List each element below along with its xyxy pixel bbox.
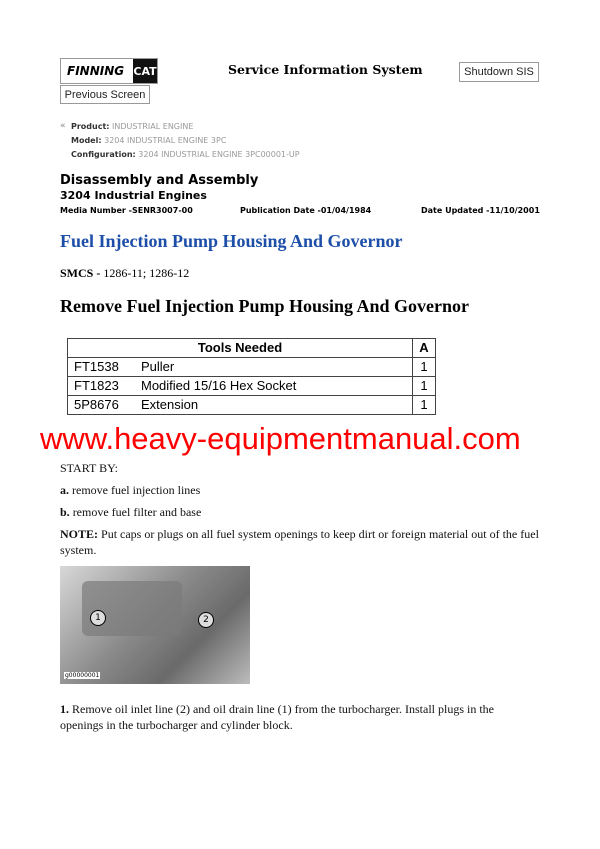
table-row: FT1538 Puller 1 <box>68 358 436 377</box>
cat-badge: CAT <box>133 59 157 83</box>
tools-table <box>67 338 436 415</box>
table-row: FT1823 Modified 15/16 Hex Socket 1 <box>68 377 436 396</box>
note: NOTE: Put caps or plugs on all fuel system openings to keep dirt or foreign material out of the fuel system. <box>60 527 539 557</box>
figure-code: g00000001 <box>65 672 100 679</box>
tools-header-row: Tools Needed A <box>68 339 436 358</box>
table-row: 5P8676 Extension 1 <box>68 396 436 415</box>
step-a: a. remove fuel injection lines <box>60 483 201 497</box>
model-line: Model: 3204 INDUSTRIAL ENGINE 3PC <box>71 136 227 145</box>
logo-text: FINNING <box>67 64 125 78</box>
procedure-title: Remove Fuel Injection Pump Housing And Governor <box>60 296 470 316</box>
step-b: b. remove fuel filter and base <box>60 505 202 519</box>
section-title: Fuel Injection Pump Housing And Governor <box>60 231 403 251</box>
callout-1: 1 <box>90 610 106 626</box>
watermark: www.heavy-equipmentmanual.com <box>40 421 521 456</box>
shutdown-button[interactable]: Shutdown SIS <box>459 62 539 82</box>
collapse-icon[interactable]: « <box>60 121 66 131</box>
config-line: Configuration: 3204 INDUSTRIAL ENGINE 3PC00001-UP <box>71 150 300 159</box>
product-line: Product: INDUSTRIAL ENGINE <box>71 122 194 131</box>
doc-type: Disassembly and Assembly <box>60 173 259 188</box>
step-1: 1. Remove oil inlet line (2) and oil drain line (1) from the turbocharger. Install plugs in the openings in the turbocharger and cylinder block. <box>60 702 495 732</box>
publication-date: Publication Date -01/04/1984 <box>240 206 372 215</box>
finning-cat-logo <box>60 58 158 84</box>
start-by: START BY: <box>60 461 119 475</box>
smcs-codes: SMCS - 1286-11; 1286-12 <box>60 266 190 280</box>
date-updated: Date Updated -11/10/2001 <box>421 206 540 215</box>
previous-screen-button[interactable]: Previous Screen <box>60 85 150 104</box>
callout-2: 2 <box>198 612 214 628</box>
app-title: Service Information System <box>228 62 423 77</box>
engine-figure <box>60 566 250 684</box>
doc-engines: 3204 Industrial Engines <box>60 189 207 202</box>
media-number: Media Number -SENR3007-00 <box>60 206 193 215</box>
